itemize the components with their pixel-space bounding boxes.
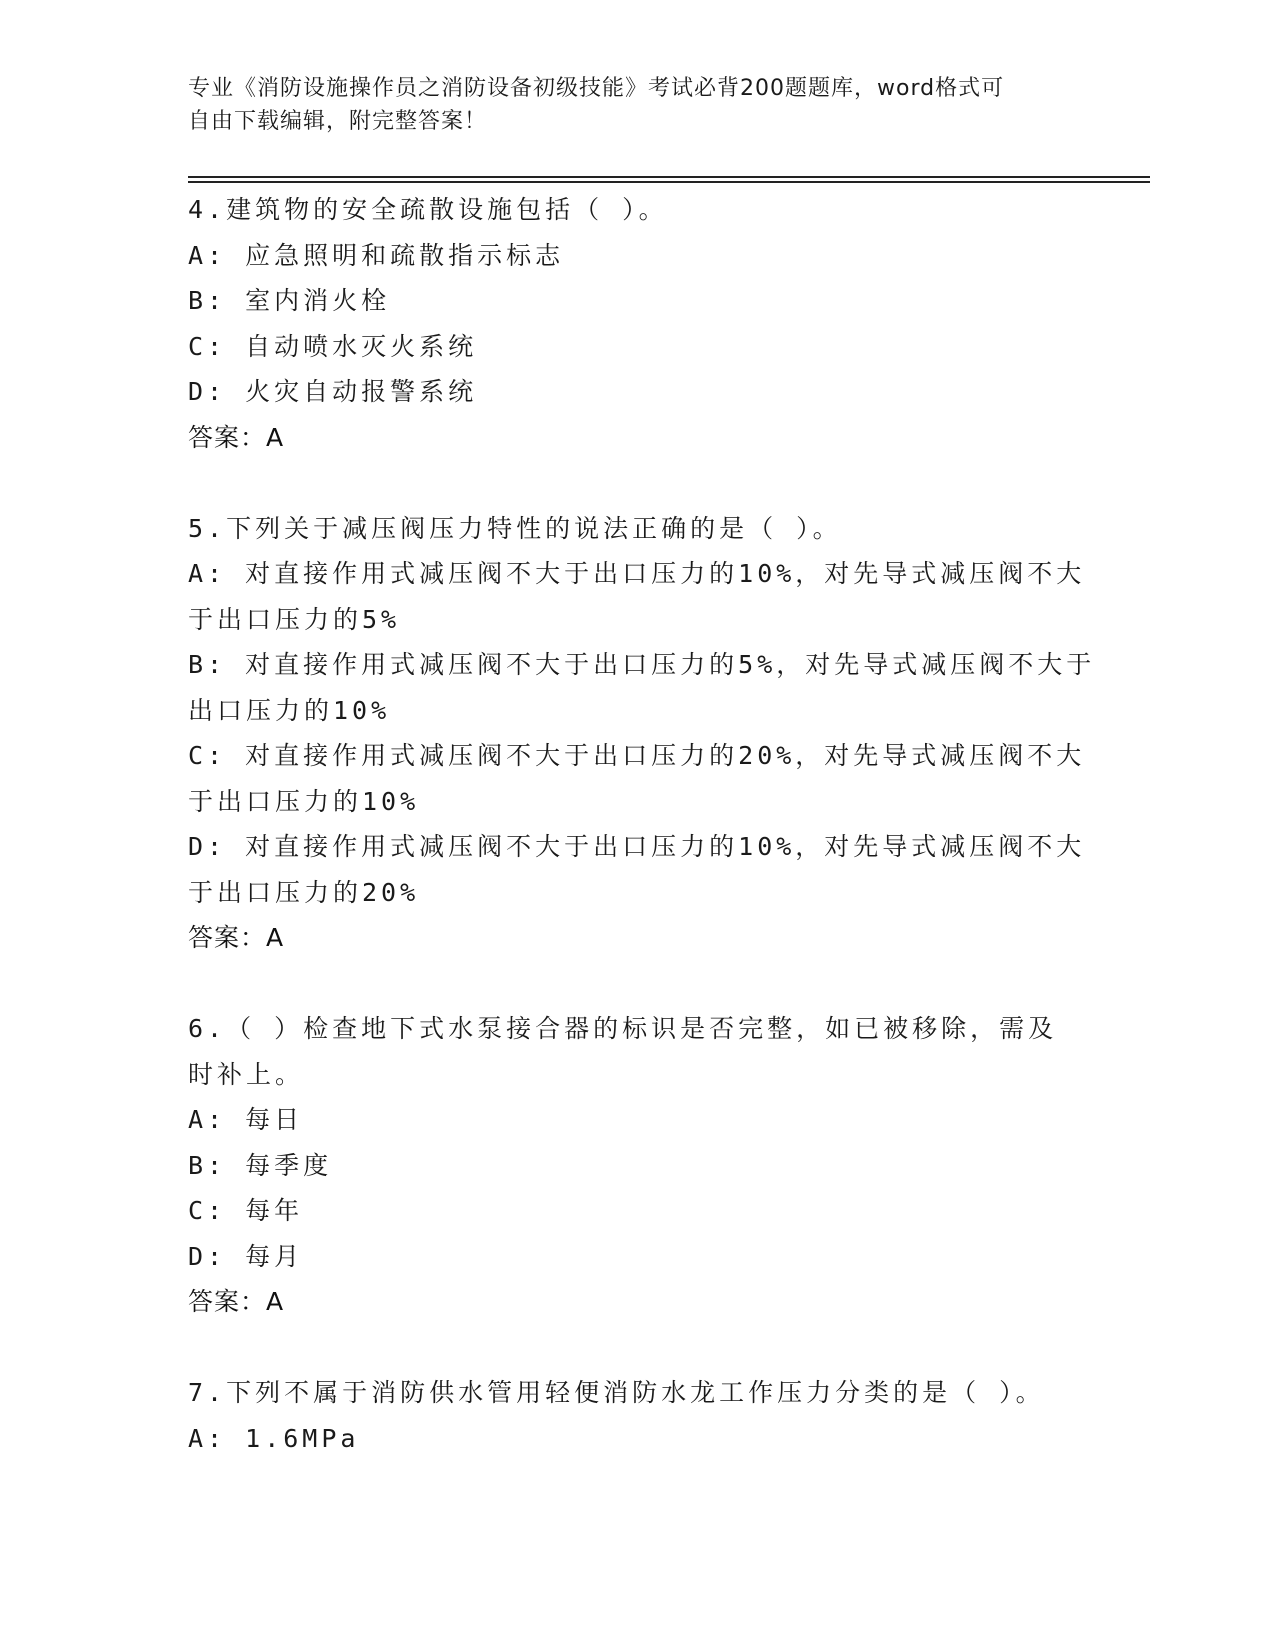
option-c: C: 自动喷水灭火系统	[188, 331, 478, 361]
header-divider-top	[188, 176, 1150, 178]
option-a: A: 应急照明和疏散指示标志	[188, 240, 565, 270]
question-spacer	[188, 1325, 1088, 1371]
option-b: B: 室内消火栓	[188, 286, 391, 315]
option-c-continued: 于出口压力的10%	[188, 786, 420, 816]
option-a: A: 1.6MPa	[188, 1423, 360, 1453]
question-block	[188, 1370, 1088, 1461]
option-c: C: 每年	[188, 1196, 304, 1225]
question-block	[188, 506, 1096, 961]
option-d-continued: 于出口压力的20%	[188, 877, 420, 907]
question-list	[188, 187, 1096, 1461]
option-a: A: 每日	[188, 1105, 304, 1134]
question-stem: 7.下列不属于消防供水管用轻便消防水龙工作压力分类的是（ ）。	[188, 1378, 1045, 1407]
option-c: C: 对直接作用式减压阀不大于出口压力的20%，对先导式减压阀不大	[188, 741, 1086, 770]
answer-line: 答案：A	[188, 923, 285, 952]
option-b: B: 每季度	[188, 1150, 333, 1180]
question-stem: 5.下列关于减压阀压力特性的说法正确的是（ ）。	[188, 513, 842, 543]
document-header	[188, 72, 1088, 138]
question-block	[188, 187, 1088, 460]
option-d: D: 火灾自动报警系统	[188, 377, 478, 406]
question-spacer	[188, 460, 1088, 506]
header-line-1: 专业《消防设施操作员之消防设备初级技能》考试必背200题题库，word格式可	[188, 76, 1005, 101]
option-b: B: 对直接作用式减压阀不大于出口压力的5%，对先导式减压阀不大于	[188, 650, 1096, 679]
header-divider-bottom	[188, 181, 1150, 183]
question-block	[188, 1006, 1088, 1325]
header-line-2: 自由下载编辑，附完整答案！	[188, 109, 488, 134]
option-a-continued: 于出口压力的5%	[188, 604, 401, 634]
question-stem-continued: 时补上。	[188, 1059, 305, 1089]
question-stem: 4.建筑物的安全疏散设施包括（ ）。	[188, 195, 668, 224]
option-a: A: 对直接作用式减压阀不大于出口压力的10%，对先导式减压阀不大	[188, 559, 1086, 588]
question-spacer	[188, 961, 1088, 1007]
answer-line: 答案：A	[188, 422, 285, 452]
option-d: D: 每月	[188, 1241, 304, 1271]
option-d: D: 对直接作用式减压阀不大于出口压力的10%，对先导式减压阀不大	[188, 832, 1086, 861]
option-b-continued: 出口压力的10%	[188, 695, 391, 725]
question-stem: 6.（ ）检查地下式水泵接合器的标识是否完整，如已被移除，需及	[188, 1014, 1058, 1043]
answer-line: 答案：A	[188, 1287, 285, 1316]
